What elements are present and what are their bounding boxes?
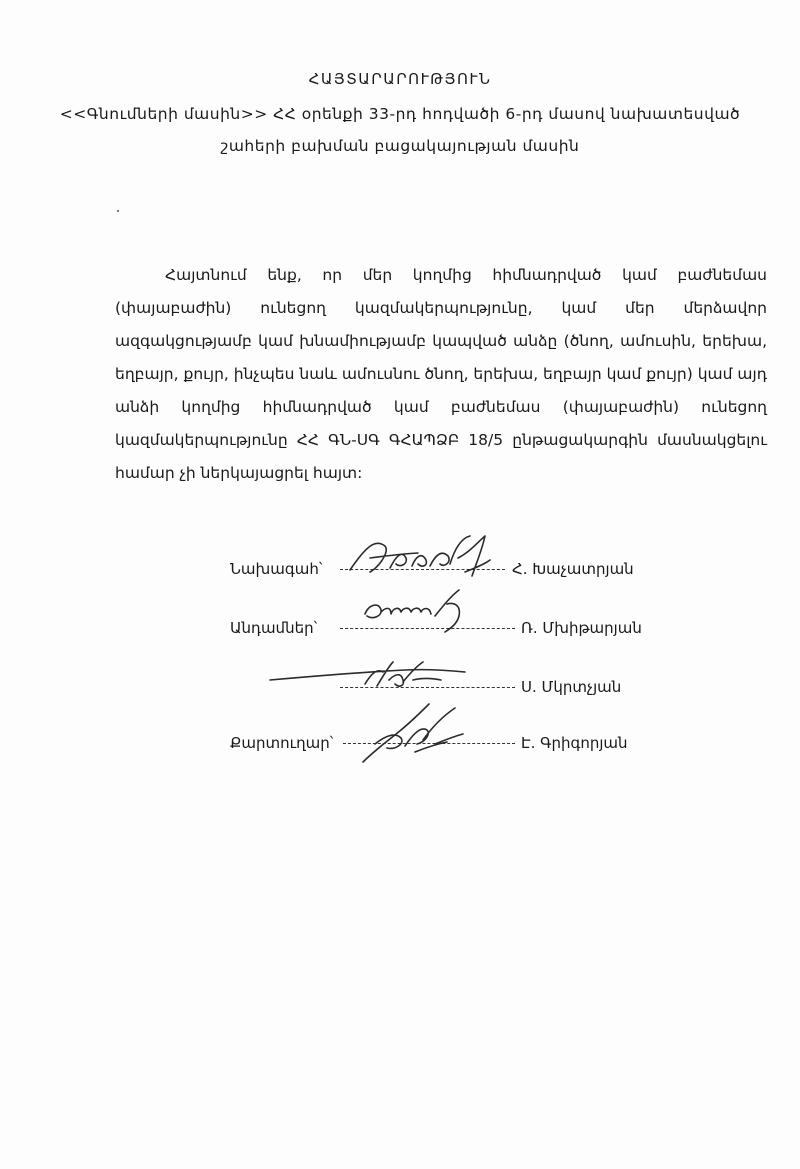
declaration-body: Հայտնում ենք, որ մեր կողմից հիմնադրված կամ բաժնեմաս (փայաբաժին) ունեցող կազմակերպությունը, կամ մեր մերձավոր ազգակցությամբ կամ խնամիությամբ կապված անձը (ծնող, ամուսին, երեխա, եղբայր, քույր, ինչպես նաև ամուսնու ծնող, երեխա, եղբայր կամ քույր) կամ այդ անձի կողմից հիմնադրված կամ բաժնեմաս (փայաբաժին) ունեցող կազմակերպությունը ՀՀ ԳՆ-ՍԳ ԳՀԱՊՁԲ 18/5 ընթացակարգին մասնակցելու համար չի ներկայացրել հայտ: — [115, 266, 767, 482]
member-1-signature — [355, 586, 475, 636]
document-subtitle-line-1: <<Գնումների մասին>> ՀՀ օրենքի 33-րդ հոդվածի 6-րդ մասով նախատեսված — [59, 105, 741, 123]
member-2-name: Ս. Մկրտչյան — [521, 678, 622, 696]
member-2-signature — [265, 650, 475, 695]
document-title: ՀԱՅՏԱՐԱՐՈՒԹՅՈՒՆ — [308, 70, 492, 88]
document-subtitle-line-2: շահերի բախման բացակայության մասին — [220, 137, 580, 155]
chairman-name: Հ. Խաչատրյան — [512, 560, 634, 578]
secretary-signature — [355, 700, 475, 770]
chairman-signature — [330, 528, 500, 583]
secretary-label: Քարտուղար՝ — [230, 734, 334, 752]
chairman-label: Նախագահ՝ — [230, 560, 323, 578]
scan-speck — [117, 210, 119, 212]
secretary-name: Է. Գրիգորյան — [521, 734, 628, 752]
member-1-name: Ռ. Մխիթարյան — [521, 619, 642, 637]
members-label: Անդամներ՝ — [230, 619, 318, 637]
